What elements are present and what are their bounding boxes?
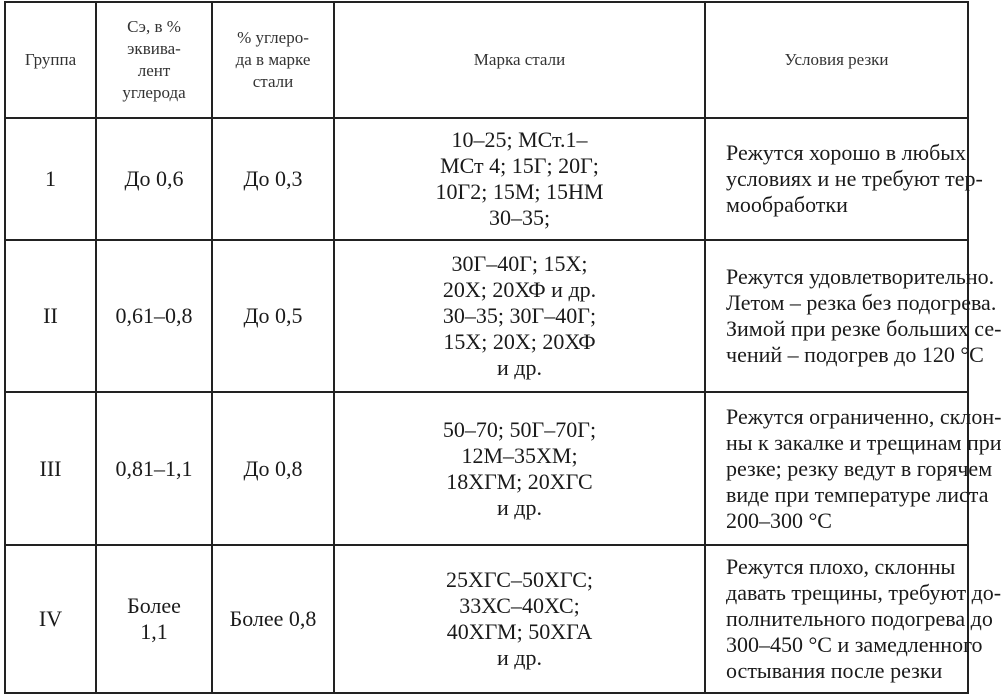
condition-line: чений – подогрев до 120 °С (726, 342, 984, 367)
group-value: II (43, 303, 58, 328)
condition-line: Летом – резка без подогрева. (726, 290, 997, 315)
condition-line: условиях и не требуют тер- (726, 166, 983, 191)
cell-carbon (212, 392, 334, 545)
grade-line: 30Г–40Г; 15Х; (451, 251, 588, 276)
header-group-label: Группа (24, 50, 77, 69)
grade-line: 12М–35ХМ; (461, 442, 578, 468)
table-row (5, 118, 968, 240)
carbon-value: До 0,3 (243, 166, 303, 191)
header-carbon-line: % углеро- (237, 28, 309, 47)
table-row (5, 545, 968, 693)
cell-conditions (705, 240, 1002, 392)
condition-line: остывания после резки (726, 658, 943, 683)
cell-conditions (705, 545, 1002, 693)
cell-grades (334, 240, 705, 392)
condition-line: Режутся удовлетворительно. (726, 264, 995, 289)
grade-line: 30–35; 30Г–40Г; (442, 303, 597, 328)
cell-group (5, 392, 96, 545)
grade-line: МСт 4; 15Г; 20Г; (440, 153, 599, 178)
cell-carbon (212, 240, 334, 392)
condition-line: Зимой при резке больших се- (726, 316, 1002, 341)
group-value: IV (38, 606, 63, 631)
grade-line: и др. (497, 494, 542, 520)
cell-ce (96, 118, 212, 240)
condition-line: 200–300 °С (726, 507, 832, 533)
header-carbon-line: да в марке (235, 50, 311, 69)
grade-line: 15Х; 20Х; 20ХФ (443, 329, 596, 354)
condition-line: резке; резку ведут в горячем (726, 455, 993, 481)
cell-grades (334, 118, 705, 240)
table-row (5, 240, 968, 392)
header-conditions-label: Условия резки (784, 50, 889, 69)
grade-line: 10–25; МСт.1– (451, 127, 588, 152)
header-carbon (212, 2, 334, 118)
condition-line: давать трещины, требуют до- (726, 580, 1002, 605)
carbon-value: До 0,8 (243, 455, 303, 481)
ce-value: 0,61–0,8 (115, 303, 193, 328)
header-conditions (705, 2, 968, 118)
grade-line: 10Г2; 15М; 15НМ (435, 179, 604, 204)
ce-value: 0,81–1,1 (115, 455, 193, 481)
header-row (5, 2, 968, 118)
cell-ce (96, 240, 212, 392)
cell-grades (334, 545, 705, 693)
header-carbon-line: стали (252, 72, 294, 91)
header-ce (96, 2, 212, 118)
condition-line: Режутся хорошо в любых (726, 140, 967, 165)
cell-conditions (705, 392, 1002, 545)
condition-line: виде при температуре листа (726, 481, 989, 507)
grade-line: 30–35; (488, 205, 551, 230)
condition-line: Режутся ограниченно, склон- (726, 403, 1002, 429)
ce-value: Более (127, 593, 181, 618)
cell-ce (96, 545, 212, 693)
cell-ce (96, 392, 212, 545)
cell-grades (334, 392, 705, 545)
header-ce-line: эквива- (127, 39, 181, 58)
steel-cutting-table (4, 1, 1002, 694)
cell-group (5, 240, 96, 392)
grade-line: 20Х; 20ХФ и др. (442, 277, 597, 302)
condition-line: мообработки (726, 192, 848, 217)
grade-line: и др. (497, 645, 542, 670)
grade-line: 25ХГС–50ХГС; (445, 567, 594, 592)
carbon-value: Более 0,8 (229, 606, 317, 631)
grade-line: и др. (497, 355, 542, 380)
cell-conditions (705, 118, 983, 240)
header-group (5, 2, 96, 118)
condition-line: Режутся плохо, склонны (726, 554, 956, 579)
ce-value: 1,1 (140, 619, 168, 644)
cell-carbon (212, 118, 334, 240)
table-row (5, 392, 968, 545)
group-value: III (39, 455, 62, 481)
condition-line: полнительного подогрева до (726, 606, 993, 631)
condition-line: ны к закалке и трещинам при (726, 429, 1002, 455)
header-grade (334, 2, 705, 118)
grade-line: 18ХГМ; 20ХГС (446, 468, 593, 494)
group-value: 1 (45, 166, 56, 191)
carbon-value: До 0,5 (243, 303, 303, 328)
condition-line: 300–450 °С и замедленного (726, 632, 983, 657)
cell-group (5, 545, 96, 693)
cell-group (5, 118, 96, 240)
header-ce-line: Сэ, в % (127, 17, 181, 36)
header-ce-line: углерода (122, 83, 186, 102)
header-grade-label: Марка стали (473, 50, 566, 69)
header-ce-line: лент (137, 61, 171, 80)
cell-carbon (212, 545, 334, 693)
grade-line: 50–70; 50Г–70Г; (442, 416, 597, 442)
ce-value: До 0,6 (124, 166, 184, 191)
grade-line: 40ХГМ; 50ХГА (446, 619, 593, 644)
grade-line: 33ХС–40ХС; (459, 593, 580, 618)
